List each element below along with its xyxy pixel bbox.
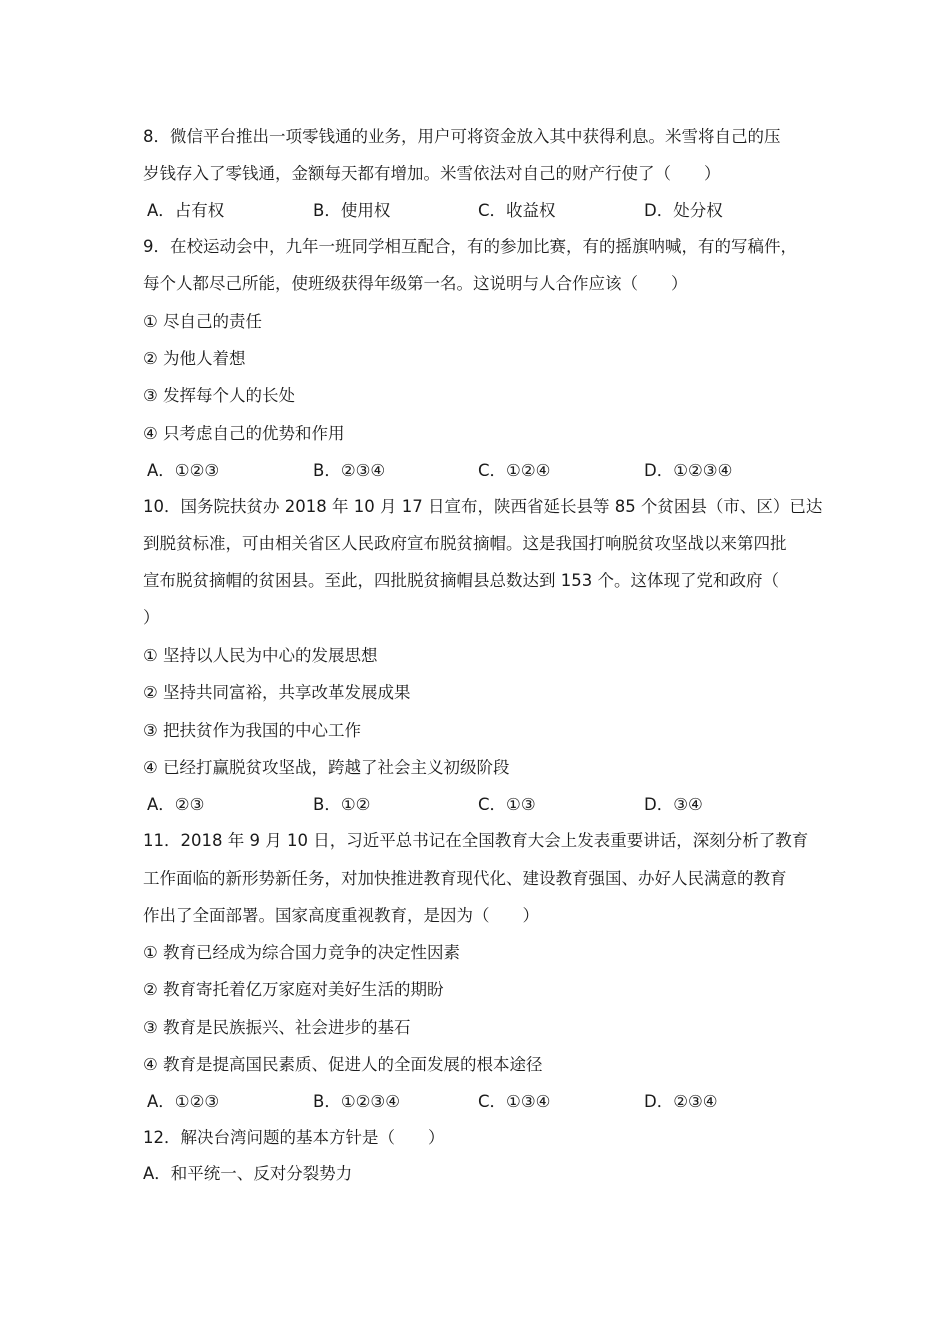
question-8-stem-line-2: 岁钱存入了零钱通，金额每天都有增加。米雪依法对自己的财产行使了（ ） <box>143 164 721 183</box>
question-8-options <box>147 200 847 222</box>
question-11-option-d: D．②③④ <box>644 1092 718 1111</box>
question-10-option-b: B．①② <box>313 795 371 814</box>
question-11-option-b: B．①②③④ <box>313 1092 400 1111</box>
question-9-option-a: A．①②③ <box>147 461 220 480</box>
question-9-statement-4: ④ 只考虑自己的优势和作用 <box>143 424 345 443</box>
question-10-stem-line-2: 到脱贫标准，可由相关省区人民政府宣布脱贫摘帽。这是我国打响脱贫攻坚战以来第四批 <box>143 534 787 553</box>
question-11-statement-1: ① 教育已经成为综合国力竞争的决定性因素 <box>143 943 461 962</box>
question-8-option-d: D．处分权 <box>644 201 723 220</box>
question-10-statement-1: ① 坚持以人民为中心的发展思想 <box>143 646 378 665</box>
question-9-option-b: B．②③④ <box>313 461 386 480</box>
question-11-stem-line-1: 11．2018 年 9 月 10 日，习近平总书记在全国教育大会上发表重要讲话，深刻分析了教育 <box>143 831 809 850</box>
question-9-stem-line-1: 9．在校运动会中，九年一班同学相互配合，有的参加比赛，有的摇旗呐喊，有的写稿件， <box>143 237 797 256</box>
question-8-stem-line-1: 8．微信平台推出一项零钱通的业务，用户可将资金放入其中获得利息。米雪将自己的压 <box>143 127 781 146</box>
question-10-options <box>147 794 847 816</box>
question-9-statement-3: ③ 发挥每个人的长处 <box>143 386 296 405</box>
question-10-option-c: C．①③ <box>478 795 536 814</box>
question-10-stem-line-4: ） <box>143 608 160 627</box>
question-10-statement-2: ② 坚持共同富裕，共享改革发展成果 <box>143 683 411 702</box>
question-10-option-d: D．③④ <box>644 795 703 814</box>
question-11-option-a: A．①②③ <box>147 1092 220 1111</box>
question-8-option-a: A．占有权 <box>147 201 225 220</box>
question-9-option-c: C．①②④ <box>478 461 551 480</box>
question-10-stem-line-3: 宣布脱贫摘帽的贫困县。至此，四批脱贫摘帽县总数达到 153 个。这体现了党和政府（ <box>143 571 779 590</box>
question-11-stem-line-2: 工作面临的新形势新任务，对加快推进教育现代化、建设教育强国、办好人民满意的教育 <box>143 869 787 888</box>
question-9-options <box>147 460 847 482</box>
question-9-option-d: D．①②③④ <box>644 461 733 480</box>
question-12-stem-line-1: 12．解决台湾问题的基本方针是（ ） <box>143 1128 445 1147</box>
question-9-statement-1: ① 尽自己的责任 <box>143 312 263 331</box>
question-11-options <box>147 1091 847 1113</box>
question-10-stem-line-1: 10．国务院扶贫办 2018 年 10 月 17 日宣布，陕西省延长县等 85 个贫困县（市、区）已达 <box>143 497 823 516</box>
question-12-option-a: A．和平统一、反对分裂势力 <box>143 1164 353 1183</box>
question-9-stem-line-2: 每个人都尽己所能，使班级获得年级第一名。这说明与人合作应该（ ） <box>143 274 688 293</box>
question-11-stem-line-3: 作出了全面部署。国家高度重视教育，是因为（ ） <box>143 906 539 925</box>
question-11-statement-2: ② 教育寄托着亿万家庭对美好生活的期盼 <box>143 980 444 999</box>
question-8-option-c: C．收益权 <box>478 201 556 220</box>
question-11-option-c: C．①③④ <box>478 1092 551 1111</box>
question-11-statement-3: ③ 教育是民族振兴、社会进步的基石 <box>143 1018 411 1037</box>
question-9-statement-2: ② 为他人着想 <box>143 349 246 368</box>
question-8-option-b: B．使用权 <box>313 201 391 220</box>
question-10-option-a: A．②③ <box>147 795 205 814</box>
question-11-statement-4: ④ 教育是提高国民素质、促进人的全面发展的根本途径 <box>143 1055 543 1074</box>
question-10-statement-3: ③ 把扶贫作为我国的中心工作 <box>143 721 362 740</box>
question-10-statement-4: ④ 已经打赢脱贫攻坚战，跨越了社会主义初级阶段 <box>143 758 510 777</box>
